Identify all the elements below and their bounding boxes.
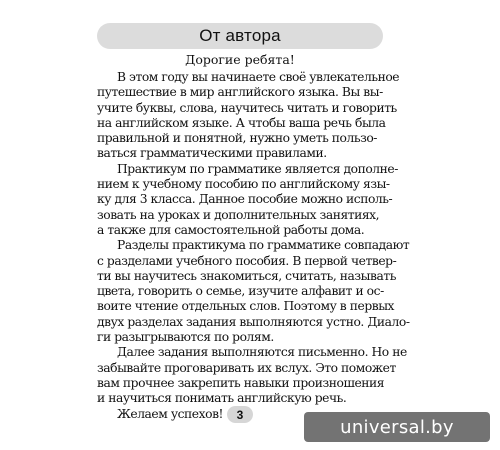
text-line: В этом году вы начинаете своё увлекательное (117, 70, 400, 84)
page-number: 3 (227, 406, 253, 423)
text-line: на английском языке. А чтобы ваша речь была (97, 115, 386, 130)
watermark (304, 412, 490, 442)
text-line: ваться грамматическими правилами. (97, 146, 327, 161)
text-line: Далее задания выполняются письменно. Но не (117, 345, 407, 360)
text-line: путешествие в мир английского языка. Вы вы- (97, 85, 383, 100)
text-line: ку для 3 класса. Данное пособие можно исполь- (97, 192, 393, 207)
section-header (97, 23, 383, 49)
text-line: двух разделах задания выполняются устно. Диало- (97, 314, 410, 329)
text-line: Желаем успехов! (117, 406, 224, 421)
text-line: Разделы практикума по грамматике совпадают (117, 238, 410, 253)
text-line: цвета, говорить о семье, изучите алфавит и ос- (97, 284, 384, 299)
text-line: а также для самостоятельной работы дома. (97, 222, 365, 237)
text-line: с разделами учебного пособия. В первой четвер- (97, 253, 397, 268)
text-line: забывайте проговаривать их вслух. Это поможет (97, 360, 396, 375)
text-line: вам прочнее закрепить навыки произношения (97, 375, 385, 390)
text-line: воите чтение отдельных слов. Поэтому в первых (97, 299, 395, 314)
watermark-text: universal.by (340, 416, 454, 438)
section-title: От автора (199, 26, 281, 45)
text-line: правильной и понятной, нужно уметь пользо- (97, 131, 378, 146)
text-line: Практикум по грамматике является дополне- (117, 161, 398, 176)
text-line: и научиться понимать английскую речь. (97, 391, 347, 406)
greeting-heading: Дорогие ребята! (185, 52, 295, 67)
text-line: нием к учебному пособию по английскому язы- (97, 177, 390, 192)
text-line: ти вы научитесь знакомиться, считать, называть (97, 268, 396, 283)
text-line: ги разыгрываются по ролям. (97, 330, 274, 345)
text-line: зовать на уроках и дополнительных занятиях, (97, 207, 380, 222)
text-line: учите буквы, слова, научитесь читать и говорить (97, 100, 397, 115)
body-text (97, 70, 410, 422)
